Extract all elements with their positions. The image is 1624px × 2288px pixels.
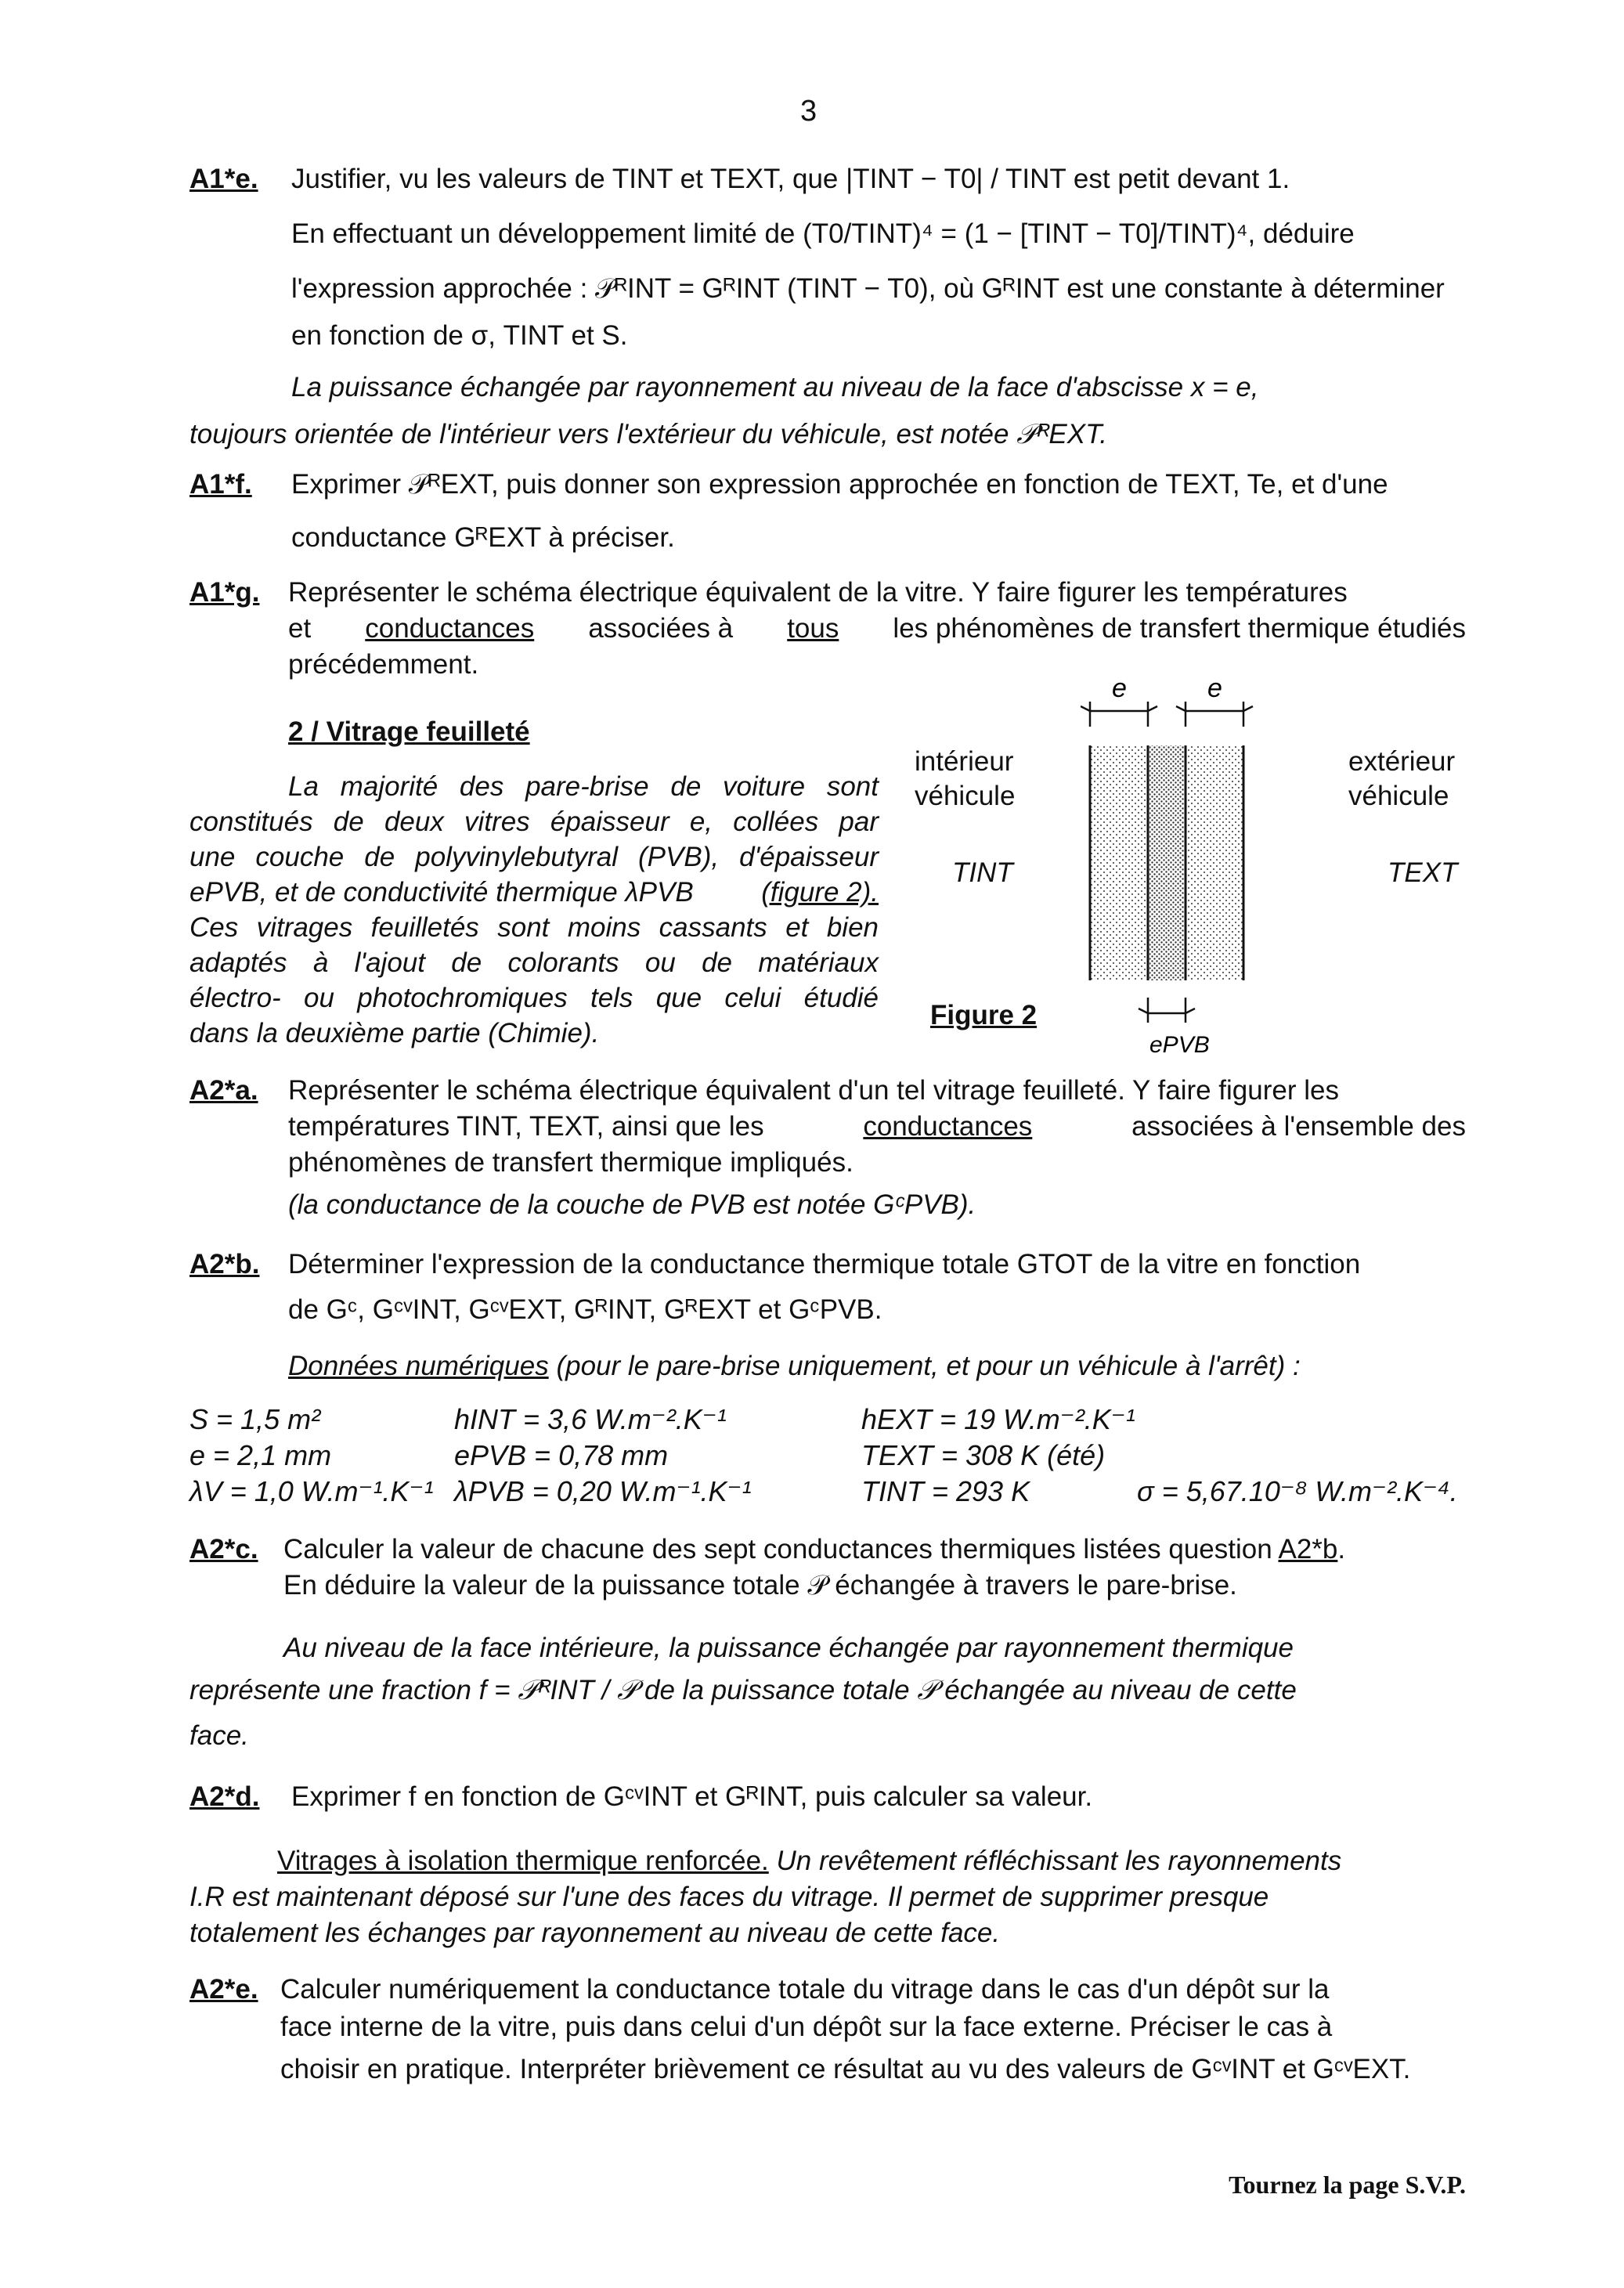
a2c-ref-a2b: A2*b [1278,1534,1338,1564]
question-label-a1e: A1*e. [189,164,258,194]
figure2-t-ext: TEXT [1388,857,1458,888]
a1f-line1: Exprimer 𝒫ᴿEXT, puis donner son expression approchée en fonction de TEXT, Te, et d'une [291,469,1388,500]
a1e-line1: Justifier, vu les valeurs de TINT et TEXT, que |TINT − T0| / TINT est petit devant 1. [291,164,1290,194]
a1g-line3: précédemment. [288,649,479,680]
question-label-a2c: A2*c. [189,1534,258,1564]
data-tint: TINT = 293 K [861,1475,1030,1507]
para-frac-line1: Au niveau de la face intérieure, la puissance échangée par rayonnement thermique [283,1633,1294,1663]
data-sigma: σ = 5,67.10⁻⁸ W.m⁻².K⁻⁴. [1137,1475,1458,1507]
question-label-a2a: A2*a. [189,1075,258,1106]
data-lambda-pvb: λPVB = 0,20 W.m⁻¹.K⁻¹ [454,1475,752,1507]
a2a-line2 [288,1109,1466,1145]
donnees-heading [288,1348,1301,1384]
data-epvb: ePVB = 0,78 mm [454,1439,669,1471]
a2a-line2-a: températures TINT, TEXT, ainsi que les [288,1111,764,1142]
a2c-line1: Calculer la valeur de chacune des sept conductances thermiques listées question A2*b. [283,1534,1346,1564]
glass-pane-inner [1090,745,1146,980]
a2a-line2-c: associées à l'ensemble des [1131,1111,1466,1142]
section2-paragraph [189,769,879,1051]
data-hint: hINT = 3,6 W.m⁻².K⁻¹ [454,1403,727,1435]
figure2-exterior-2: véhicule [1348,781,1449,811]
donnees-rest: (pour le pare-brise uniquement, et pour un véhicule à l'arrêt) : [556,1351,1301,1381]
para-frac-line3: face. [189,1720,249,1751]
figure2-interior-2: véhicule [915,781,1016,811]
vitrages-line2: I.R est maintenant déposé sur l'une des faces du vitrage. Il permet de supprimer presque [189,1882,1269,1912]
question-label-a1g: A1*g. [189,577,260,608]
question-label-a1f: A1*f. [189,469,252,500]
donnees-title: Données numériques [288,1351,549,1381]
a2c-line2: En déduire la valeur de la puissance totale 𝒫 échangée à travers le pare-brise. [283,1570,1237,1601]
a1e-line3: l'expression approchée : 𝒫ᴿINT = GᴿINT (TINT − T0), où GᴿINT est une constante à déterminer [291,273,1445,304]
section2-line5: Ces vitrages feuilletés sont moins cassants et bien [189,912,879,943]
a2e-line1: Calculer numériquement la conductance totale du vitrage dans le cas d'un dépôt sur la [280,1974,1330,2005]
figure2-epvb-label: ePVB [1149,1032,1210,1058]
section2-line2: constitués de deux vitres épaisseur e, collées par [189,807,879,837]
vitrages-title: Vitrages à isolation thermique renforcée. [277,1846,769,1876]
page-number: 3 [800,95,817,128]
vitrages-line1 [277,1843,1341,1879]
a2e-line2: face interne de la vitre, puis dans celui d'un dépôt sur la face externe. Préciser le cas à [280,2012,1333,2042]
section2-line3: une couche de polyvinylebutyral (PVB), d'épaisseur [189,842,879,872]
a1g-line2-b: conductances [365,613,535,644]
vitrages-line3: totalement les échanges par rayonnement au niveau de cette face. [189,1918,1001,1948]
figure2-exterior-1: extérieur [1348,746,1456,777]
section2-title: 2 / Vitrage feuilleté [288,716,530,747]
a1e-line4: en fonction de σ, TINT et S. [291,320,628,351]
a2b-line2: de Gᶜ, GᶜᵛINT, GᶜᵛEXT, GᴿINT, GᴿEXT et GᶜPVB. [288,1294,882,1325]
data-text: TEXT = 308 K (été) [861,1439,1106,1471]
data-e: e = 2,1 mm [189,1439,332,1471]
a1g-line2 [288,611,1466,647]
a2a-line4: (la conductance de la couche de PVB est notée GᶜPVB). [288,1189,976,1220]
section2-line1: La majorité des pare-brise de voiture sont [288,771,879,802]
a2a-line3: phénomènes de transfert thermique impliqués. [288,1147,854,1178]
pvb-layer [1149,745,1184,980]
para-rad-line1: La puissance échangée par rayonnement au niveau de la face d'abscisse x = e, [291,372,1259,402]
a1g-line2-c: associées à [588,613,734,644]
section2-line6: adaptés à l'ajout de colorants ou de matériaux [189,947,879,978]
data-hext: hEXT = 19 W.m⁻².K⁻¹ [861,1403,1135,1435]
a1f-line2: conductance GᴿEXT à préciser. [291,522,675,553]
figure-ref: (figure 2). [761,877,879,908]
figure2-t-int: TINT [952,857,1013,888]
section2-line7: électro- ou photochromiques tels que celui étudié [189,983,879,1013]
figure2-caption: Figure 2 [930,1000,1038,1030]
para-frac-line2: représente une fraction f = 𝒫ᴿINT / 𝒫 de la puissance totale 𝒫 échangée au niveau de cette [189,1675,1297,1705]
data-s: S = 1,5 m² [189,1403,321,1435]
footer-turn-page: Tournez la page S.V.P. [1229,2171,1466,2199]
a2c-line1-text: Calculer la valeur de chacune des sept conductances thermiques listées question [283,1534,1272,1564]
data-lambda-v: λV = 1,0 W.m⁻¹.K⁻¹ [189,1475,434,1507]
section2-line8: dans la deuxième partie (Chimie). [189,1018,600,1048]
question-label-a2e: A2*e. [189,1974,258,2005]
a1g-line2-a: et [288,613,312,644]
section2-line4 [189,875,879,910]
figure2-interior-1: intérieur [915,746,1014,777]
figure2-diagram [1081,673,1315,1065]
a2b-line1: Déterminer l'expression de la conductance thermique totale GTOT de la vitre en fonction [288,1249,1361,1279]
a2a-line2-b: conductances [863,1111,1033,1142]
a2a-line1: Représenter le schéma électrique équivalent d'un tel vitrage feuilleté. Y faire figurer les [288,1075,1339,1106]
vitrages-line1-text: Un revêtement réfléchissant les rayonnements [776,1846,1342,1876]
figure2-e-label-1: e [1112,673,1127,703]
a2d-line1: Exprimer f en fonction de GᶜᵛINT et GᴿINT, puis calculer sa valeur. [291,1781,1093,1812]
a1e-line2: En effectuant un développement limité de (T0/TINT)⁴ = (1 − [TINT − T0]/TINT)⁴, déduire [291,218,1355,249]
figure2-e-label-2: e [1207,673,1222,703]
a1g-line2-d: tous [787,613,839,644]
a1g-line1: Représenter le schéma électrique équivalent de la vitre. Y faire figurer les températures [288,577,1348,608]
para-rad-line2: toujours orientée de l'intérieur vers l'extérieur du véhicule, est notée 𝒫ᴿEXT. [189,419,1107,449]
question-label-a2b: A2*b. [189,1249,260,1279]
glass-pane-outer [1187,745,1243,980]
section2-line4-text: ePVB, et de conductivité thermique λPVB [189,877,694,908]
a1g-line2-e: les phénomènes de transfert thermique étudiés [893,613,1466,644]
a2e-line3: choisir en pratique. Interpréter brièvement ce résultat au vu des valeurs de GᶜᵛINT et GᶜᵛEXT. [280,2054,1411,2084]
question-label-a2d: A2*d. [189,1781,260,1812]
